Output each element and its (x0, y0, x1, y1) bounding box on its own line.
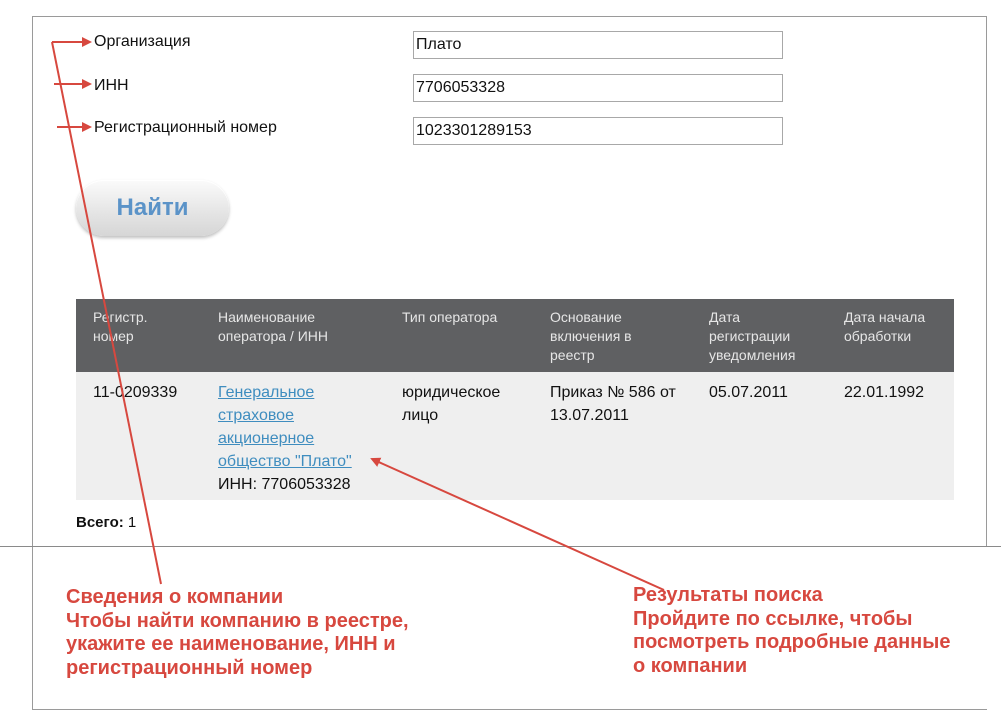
arrow-to-results-icon (372, 459, 664, 590)
header-operator-type: Тип оператора (402, 309, 498, 325)
cell-operator-type: юридическое лицо (402, 384, 501, 424)
annotation-line-left (52, 42, 161, 584)
note-search-results-text: Пройдите по ссылке, чтобы посмотреть подробные данные о компании (633, 607, 951, 677)
note-company-info-text: Чтобы найти компанию в реестре, укажите ее наименование, ИНН и регистрационный номер (66, 609, 409, 679)
header-registration-date: Дата регистрации уведомления (709, 309, 796, 363)
operator-link[interactable]: Генеральное страховое акционерное общество "Плато" (218, 384, 352, 470)
find-button[interactable]: Найти (76, 180, 229, 236)
total-value: 1 (127, 514, 137, 531)
total-label: Всего: (76, 514, 124, 531)
cell-registration-date: 05.07.2011 (709, 384, 788, 401)
organization-label: Организация (94, 33, 191, 50)
cell-start-date: 22.01.1992 (844, 384, 925, 401)
inn-label: ИНН (94, 77, 129, 94)
note-company-info-title: Сведения о компании (66, 586, 284, 608)
header-operator-name: Наименование оператора / ИНН (218, 309, 328, 344)
reg-number-label: Регистрационный номер (94, 119, 277, 136)
cell-reg-number: 11-0209339 (93, 384, 178, 401)
header-reg-number: Регистр. номер (93, 309, 148, 344)
header-basis: Основание включения в реестр (550, 309, 632, 363)
header-start-date: Дата начала обработки (844, 309, 926, 344)
operator-inn: ИНН: 7706053328 (218, 476, 351, 493)
note-search-results-title: Результаты поиска (633, 584, 823, 606)
cell-basis: Приказ № 586 от 13.07.2011 (550, 384, 676, 424)
